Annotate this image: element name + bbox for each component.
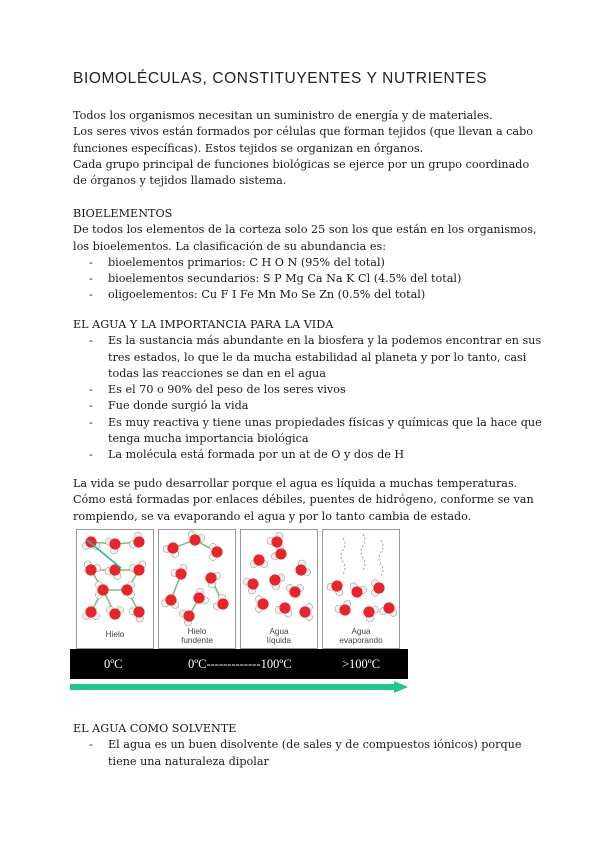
water-molecule: [82, 606, 99, 619]
water-molecule: [162, 539, 183, 559]
water-molecule: [128, 602, 149, 623]
water-molecule: [104, 561, 125, 581]
list-item: - Es el 70 o 90% del peso de los seres vivos: [73, 382, 543, 398]
agua-paragraph-block: [73, 476, 543, 525]
water-molecule: [334, 599, 355, 619]
panel-ice-label: Hielo: [105, 630, 125, 639]
list-item: - Es muy reactiva y tiene unas propiedades físicas y químicas que la hace que tenga mucha importancia biológica: [73, 415, 543, 448]
intro-paragraph: Todos los organismos necesitan un suministro de energía y de materiales.: [73, 109, 493, 122]
water-molecule: [202, 568, 222, 589]
water-molecule: [128, 560, 149, 578]
agua-paragraph: La vida se pudo desarrollar porque el agua es líquida a muchas temperaturas. Cómo está formadas por enlaces débiles, puentes de hidrógeno, conforme se van rompiendo, se va evaporando el agua y por lo tanto cambia de estado.: [73, 477, 534, 523]
water-molecule: [326, 577, 347, 597]
water-molecule: [274, 600, 295, 618]
solvente-section: [73, 721, 543, 770]
panel-melting-label-1: Hielo: [187, 627, 207, 636]
panel-evaporating-label-1: Agua: [351, 627, 371, 636]
water-molecule: [371, 579, 384, 596]
list-item: - bioelementos primarios: C H O N (95% del total): [73, 255, 543, 271]
document-title: BIOMOLÉCULAS, CONSTITUYENTES Y NUTRIENTES: [73, 70, 488, 87]
ice-molecules-image: [77, 530, 153, 626]
water-molecule: [178, 606, 198, 626]
list-item: - Fue donde surgió la vida: [73, 398, 543, 414]
list-item: - El agua es un buen disolvente (de sales y de compuestos iónicos) porque tiene una naturaleza dipolar: [73, 737, 543, 770]
panel-liquid-label-2: líquida: [266, 636, 292, 645]
water-molecule: [185, 530, 206, 548]
water-molecule: [379, 601, 398, 617]
bioelementos-list: [73, 255, 543, 304]
bioelementos-text: De todos los elementos de la corteza solo 25 son los que están en los organismos, los bioelementos. La clasificación de su abundancia es:: [73, 223, 537, 253]
water-molecule: [299, 603, 312, 620]
list-item: - bioelementos secundarios: S P Mg Ca Na K Cl (4.5% del total): [73, 271, 543, 287]
list-item: - La molécula está formada por un at de O y dos de H: [73, 447, 543, 463]
water-molecule: [360, 602, 380, 623]
bioelementos-heading: BIOELEMENTOS: [73, 207, 173, 220]
vapor-trail-line: [379, 540, 383, 576]
water-molecule: [286, 584, 303, 597]
arrow-right-icon: [70, 681, 408, 693]
water-molecule: [106, 606, 123, 619]
water-molecule: [121, 581, 134, 598]
panel-melting-label-2: fundente: [181, 636, 213, 645]
temperature-label-ice: 0ºC: [104, 657, 123, 671]
water-molecule: [212, 593, 232, 614]
solvente-list: [73, 737, 543, 770]
intro-section: [73, 108, 543, 189]
water-molecule: [104, 534, 124, 555]
water-molecule: [266, 570, 286, 591]
agua-section: [73, 317, 543, 464]
panel-melting-ice: [158, 529, 236, 649]
water-molecule: [170, 563, 191, 583]
intro-paragraph: Cada grupo principal de funciones biológicas se ejerce por un grupo coordinado de órganos y tejidos llamado sistema.: [73, 157, 530, 188]
list-item: - oligoelementos: Cu F I Fe Mn Mo Se Zn (0.5% del total): [73, 287, 543, 303]
intro-paragraph: Los seres vivos están formados por células que forman tejidos (que llevan a cabo funciones específicas). Estos tejidos se organizan en órganos.: [73, 125, 534, 155]
temperature-label-vapor: >100ºC: [342, 657, 381, 671]
water-molecule: [255, 595, 268, 612]
list-item: - Es la sustancia más abundante en la biosfera y la podemos encontrar en sus tres estados, lo que le da mucha estabilidad al planeta y por lo tanto, casi todas las reacciones se dan en el agua: [73, 333, 543, 382]
panel-liquid-label-1: Agua: [269, 627, 289, 636]
vapor-trail-line: [341, 538, 345, 574]
melting-ice-molecules-image: [159, 530, 235, 626]
water-molecule: [242, 574, 262, 595]
water-molecule: [347, 582, 368, 600]
vapor-trail-line: [361, 534, 365, 570]
panel-evaporating-water: [322, 529, 400, 649]
panel-evaporating-label-2: evaporando: [339, 636, 383, 645]
water-molecule: [128, 531, 148, 552]
states-panels: [76, 529, 398, 647]
agua-list: [73, 333, 543, 463]
water-molecule: [81, 560, 102, 578]
water-molecule: [292, 559, 312, 580]
liquid-water-molecules-image: [241, 530, 317, 626]
water-molecule: [250, 554, 267, 567]
water-molecule: [161, 593, 180, 609]
temperature-label-liquid: 0ºC-------------100ºC: [188, 657, 292, 671]
panel-liquid-water: [240, 529, 318, 649]
water-states-figure: [70, 525, 408, 697]
bioelementos-section: [73, 206, 543, 304]
agua-heading: EL AGUA Y LA IMPORTANCIA PARA LA VIDA: [73, 318, 334, 331]
solvente-heading: EL AGUA COMO SOLVENTE: [73, 722, 237, 735]
evaporating-water-molecules-image: [323, 530, 399, 626]
panel-ice: [76, 529, 154, 649]
water-molecule: [190, 587, 210, 608]
water-molecule: [209, 543, 222, 560]
